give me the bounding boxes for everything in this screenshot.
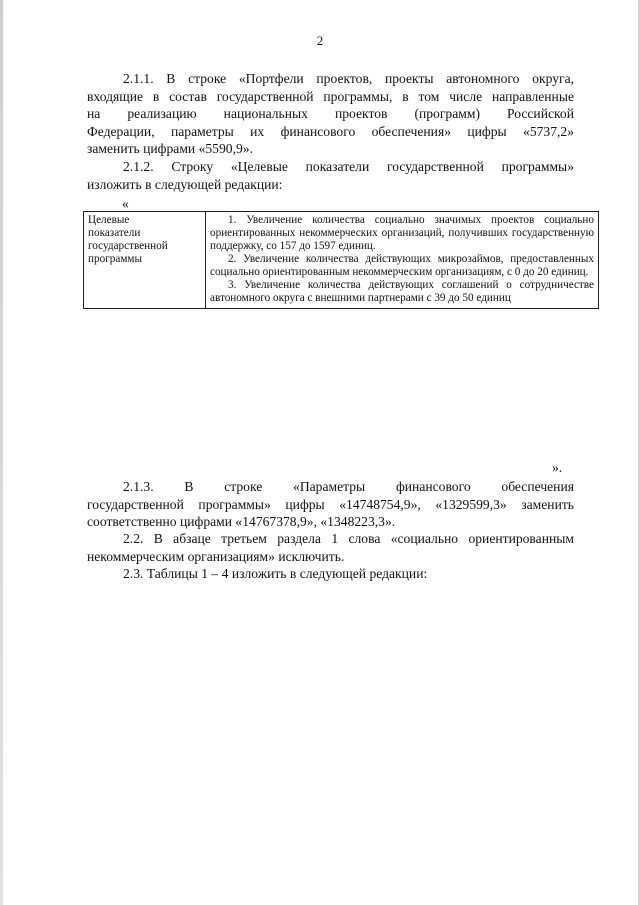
paragraph-line: 2.3. Таблицы 1 – 4 изложить в следующей редакции:: [123, 566, 428, 581]
indicator-items-cell: [206, 212, 599, 309]
paragraph-line: на реализацию национальных проектов (программ) Российской: [87, 106, 574, 122]
indicator-item: 3. Увеличение количества действующих соглашений о сотрудничестве автономного округа с внешними партнерами с 39 до 50 единиц: [210, 279, 594, 304]
label-line: показатели: [88, 227, 141, 239]
label-line: Целевые: [88, 214, 130, 226]
paragraph-line: соответственно цифрами «14767378,9», «1348223,3».: [87, 514, 396, 530]
scan-edge-left: [0, 0, 3, 905]
paragraph-line: заменить цифрами «5590,9».: [87, 141, 253, 157]
paragraph-2-1-1: [87, 70, 574, 158]
paragraph-line: некоммерческим организациям» исключить.: [87, 548, 345, 564]
opening-quote-mark: «: [122, 196, 129, 211]
indicator-item: 2. Увеличение количества действующих микрозаймов, предоставленных социально ориентированным некоммерческим организациям, с 0 до 20 единиц.: [210, 253, 594, 278]
paragraph-2-3: [87, 565, 574, 583]
paragraph-line: входящие в состав государственной программы, в том числе направленные: [87, 88, 574, 104]
paragraph-line: Федерации, параметры их финансового обеспечения» цифры «5737,2»: [87, 123, 574, 139]
label-line: программы: [88, 253, 142, 265]
indicator-label-cell: [84, 212, 206, 309]
paragraph-line: государственной программы» цифры «14748754,9», «1329599,3» заменить: [87, 496, 574, 512]
label-line: государственной: [88, 240, 168, 252]
paragraph-2-1-3: [87, 478, 574, 531]
page-number: 2: [316, 33, 324, 48]
paragraph-line: изложить в следующей редакции:: [87, 176, 283, 192]
paragraph-line: 2.1.3. В строке «Параметры финансового обеспечения: [123, 479, 574, 494]
paragraph-line: 2.1.2. Строку «Целевые показатели государственной программы»: [123, 159, 574, 174]
paragraph-line: 2.1.1. В строке «Портфели проектов, проекты автономного округа,: [123, 71, 574, 86]
paragraph-2-1-2: [87, 158, 574, 193]
paragraph-2-2: [87, 530, 574, 565]
table-row: [84, 212, 599, 309]
paragraph-line: 2.2. В абзаце третьем раздела 1 слова «социально ориентированным: [123, 531, 574, 546]
target-indicators-table: [83, 211, 599, 309]
indicator-item: 1. Увеличение количества социально значимых проектов социально ориентированных некоммерческих организаций, получивших государственную поддержку, со 157 до 1597 единиц.: [210, 214, 594, 252]
closing-quote-mark: ».: [552, 460, 563, 475]
